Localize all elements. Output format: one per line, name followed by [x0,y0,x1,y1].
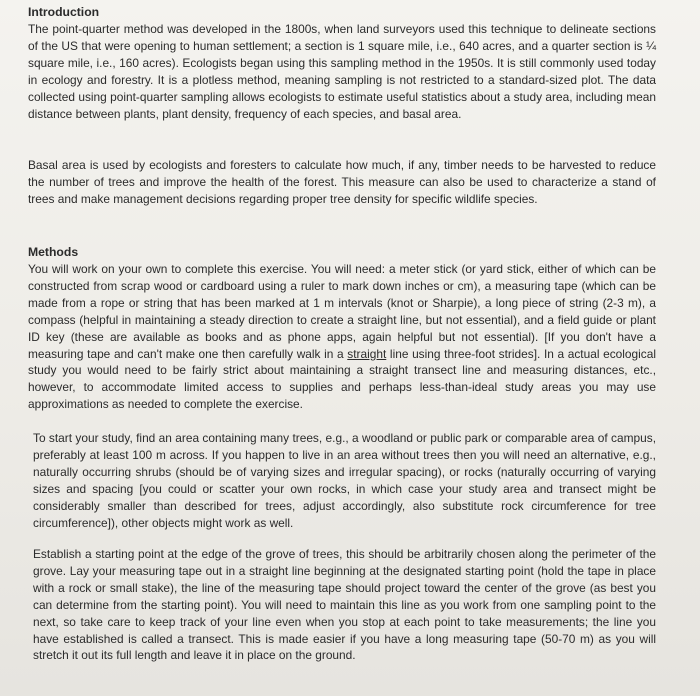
methods-paragraph-1 [28,261,656,413]
methods-paragraph-3: Establish a starting point at the edge of the grove of trees, this should be arbitrarily chosen along the perimeter of the grove. Lay your measuring tape out in a straight line beginning at the designated starting point (hold the tape in place with a rock or small stake), the line of the measuring tape should project toward the center of the grove (as best you can determine from the starting point). You will need to maintain this line as you work from one sampling point to the next, so take care to keep track of your line even when you stop at each point to take measurements; the line you have established is called a transect. This is made easier if you have a long measuring tape (50-70 m) as you will stretch it out its full length and leave it in place on the ground. [33,547,656,663]
methods-paragraph-2: To start your study, find an area containing many trees, e.g., a woodland or public park or comparable area of campus, preferably at least 100 m across. If you happen to live in an area without trees then you will need an alternative, e.g., naturally occurring shrubs (should be of varying sizes and irregular spacing), or rocks (naturally occurring of varying sizes and spacing [you could or scatter your own rocks, in which case your study area and transect might be considerably smaller than described for trees, adjust accordingly, also substitute rock circumference for tree circumference]), other objects might work as well. [33,431,656,530]
introduction-heading: Introduction [28,5,100,19]
methods-paragraph-1-text-b: line using three-foot strides]. In a actual ecological study you would need to be fairly strict about maintaining a straight transect line and measuring distances, etc., however, to accommodate limited access to supplies and perhaps less-than-ideal study areas you may use approximations as needed to complete the exercise. [28,346,657,412]
methods-heading: Methods [28,245,79,259]
underlined-word-straight: straight [347,346,387,361]
introduction-paragraph-2: Basal area is used by ecologists and foresters to calculate how much, if any, timber needs to be harvested to reduce the number of trees and improve the health of the forest. This measure can also be used to characterize a stand of trees and make management decisions regarding proper tree density for specific wildlife species. [28,158,656,206]
methods-paragraph-1-text-a: You will work on your own to complete this exercise. You will need: a meter stick (or yard stick, either of which can be constructed from scrap wood or cardboard using a ruler to mark down inches or cm), a measuring tape (which can be made from a rope or string that has been marked at 1 m intervals (knot or Sharpie), a long piece of string (2-3 m), a compass (helpful in maintaining a steady direction to create a straight line, but not essential), and a field guide or plant ID key (these are available as books and as phone apps, again helpful but not essential). [If you don't have a measuring tape and can't make one then carefully walk in a [28,262,656,361]
introduction-paragraph-1: The point-quarter method was developed in the 1800s, when land surveyors used this technique to delineate sections of the US that were opening to human settlement; a section is 1 square mile, i.e., 640 acres, and a quarter section is ¼ square mile, i.e., 160 acres). Ecologists began using this sampling method in the 1950s. It is still commonly used today in ecology and forestry. It is a plotless method, meaning sampling is not restricted to a standard-sized plot. The data collected using point-quarter sampling allows ecologists to estimate useful statistics about a study area, including mean distance between plants, plant density, frequency of each species, and basal area. [28,22,656,121]
